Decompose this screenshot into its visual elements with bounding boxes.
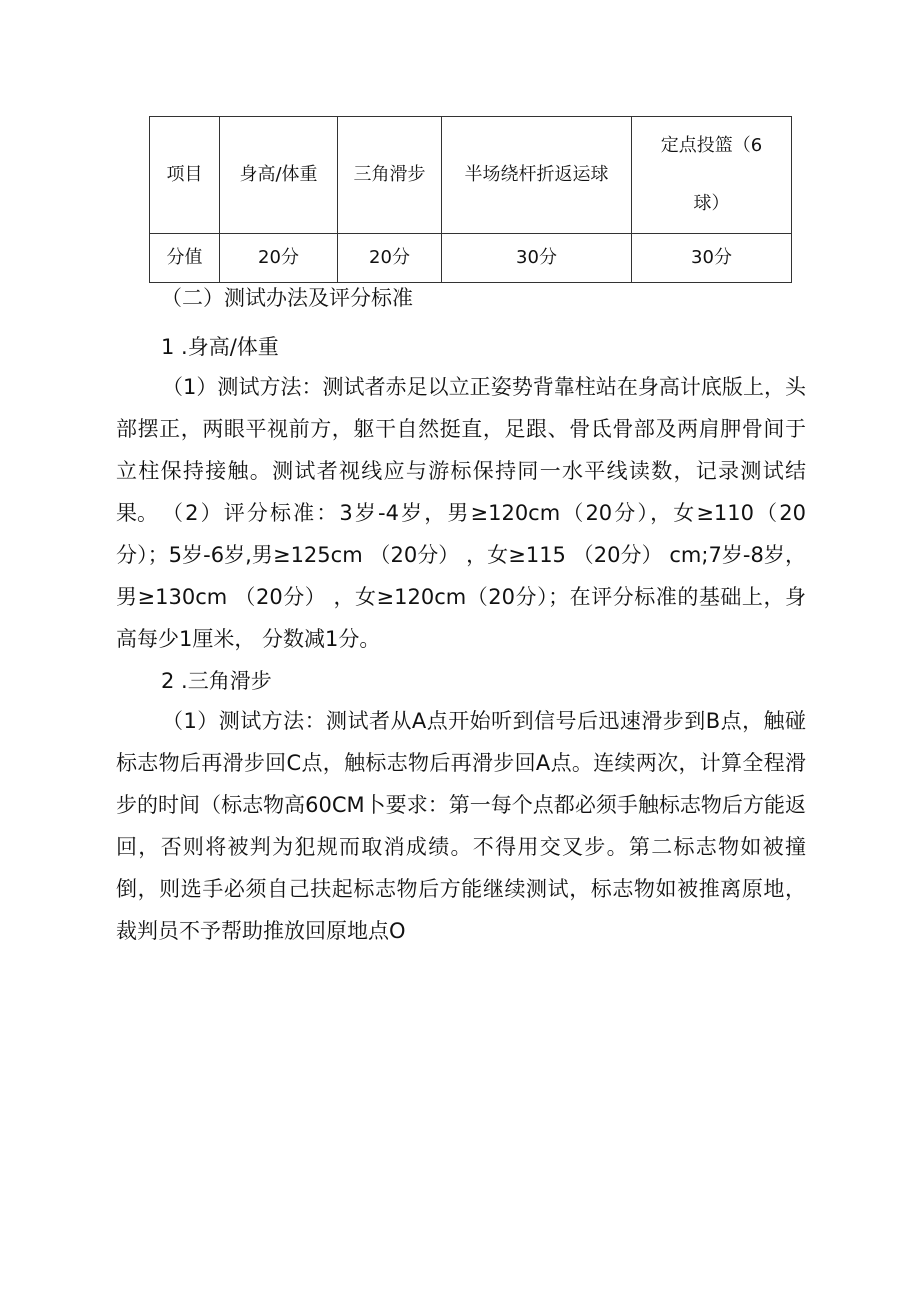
header-line: 球） xyxy=(693,193,730,214)
table-cell: 分值 xyxy=(150,234,220,283)
item2-method: （1）测试方法：测试者从A点开始听到信号后迅速滑步到B点，触碰标志物后再滑步回C点，触标志物后再滑步回A点。连续两次，计算全程滑步的时间（标志物高60CM卜要求：第一每个点都必须手触标志物后方能返回，否则将被判为犯规而取消成绩。不得用交叉步。第二标志物如被撞倒，则选手必须自己扶起标志物后方能继续测试，标志物如被推离原地，裁判员不予帮助推放回原地点O xyxy=(116,709,806,943)
item2-title: 2 .三角滑步 xyxy=(161,669,272,693)
table-cell: 20分 xyxy=(220,234,338,283)
table-header-cell: 半场绕杆折返运球 xyxy=(442,117,632,234)
header-line: 定点投篮（6 xyxy=(660,135,763,156)
table-cell: 20分 xyxy=(338,234,442,283)
table-header-cell: 身高/体重 xyxy=(220,117,338,234)
table-header-row xyxy=(150,117,792,234)
item1-title: 1 .身高/体重 xyxy=(161,335,279,359)
table-header-cell: 项目 xyxy=(150,117,220,234)
score-table xyxy=(149,116,792,283)
table-header-cell: 三角滑步 xyxy=(338,117,442,234)
item1-standard: （2）评分标准：3岁-4岁，男≥120cm（20分），女≥110（20分）；5岁-6岁,男≥125cm （20分） ，女≥115 （20分） cm;7岁-8岁，男≥130cm （20分） ，女≥120cm（20分）；在评分标准的基础上，身高每少1厘米， 分数减1分。 xyxy=(116,501,806,651)
table-cell: 30分 xyxy=(442,234,632,283)
item1-method: （1）测试方法：测试者赤足以立正姿势背靠柱站在身高计底版上，头部摆正，两眼平视前方，躯干自然挺直，足跟、骨氐骨部及两肩胛骨间于立柱保持接触。测试者视线应与游标保持同一水平线读数，记录测试结果。 xyxy=(116,375,806,525)
table-header-cell xyxy=(632,117,792,234)
table-row xyxy=(150,234,792,283)
section-title: （二）测试办法及评分标准 xyxy=(161,286,413,310)
table-cell: 30分 xyxy=(632,234,792,283)
